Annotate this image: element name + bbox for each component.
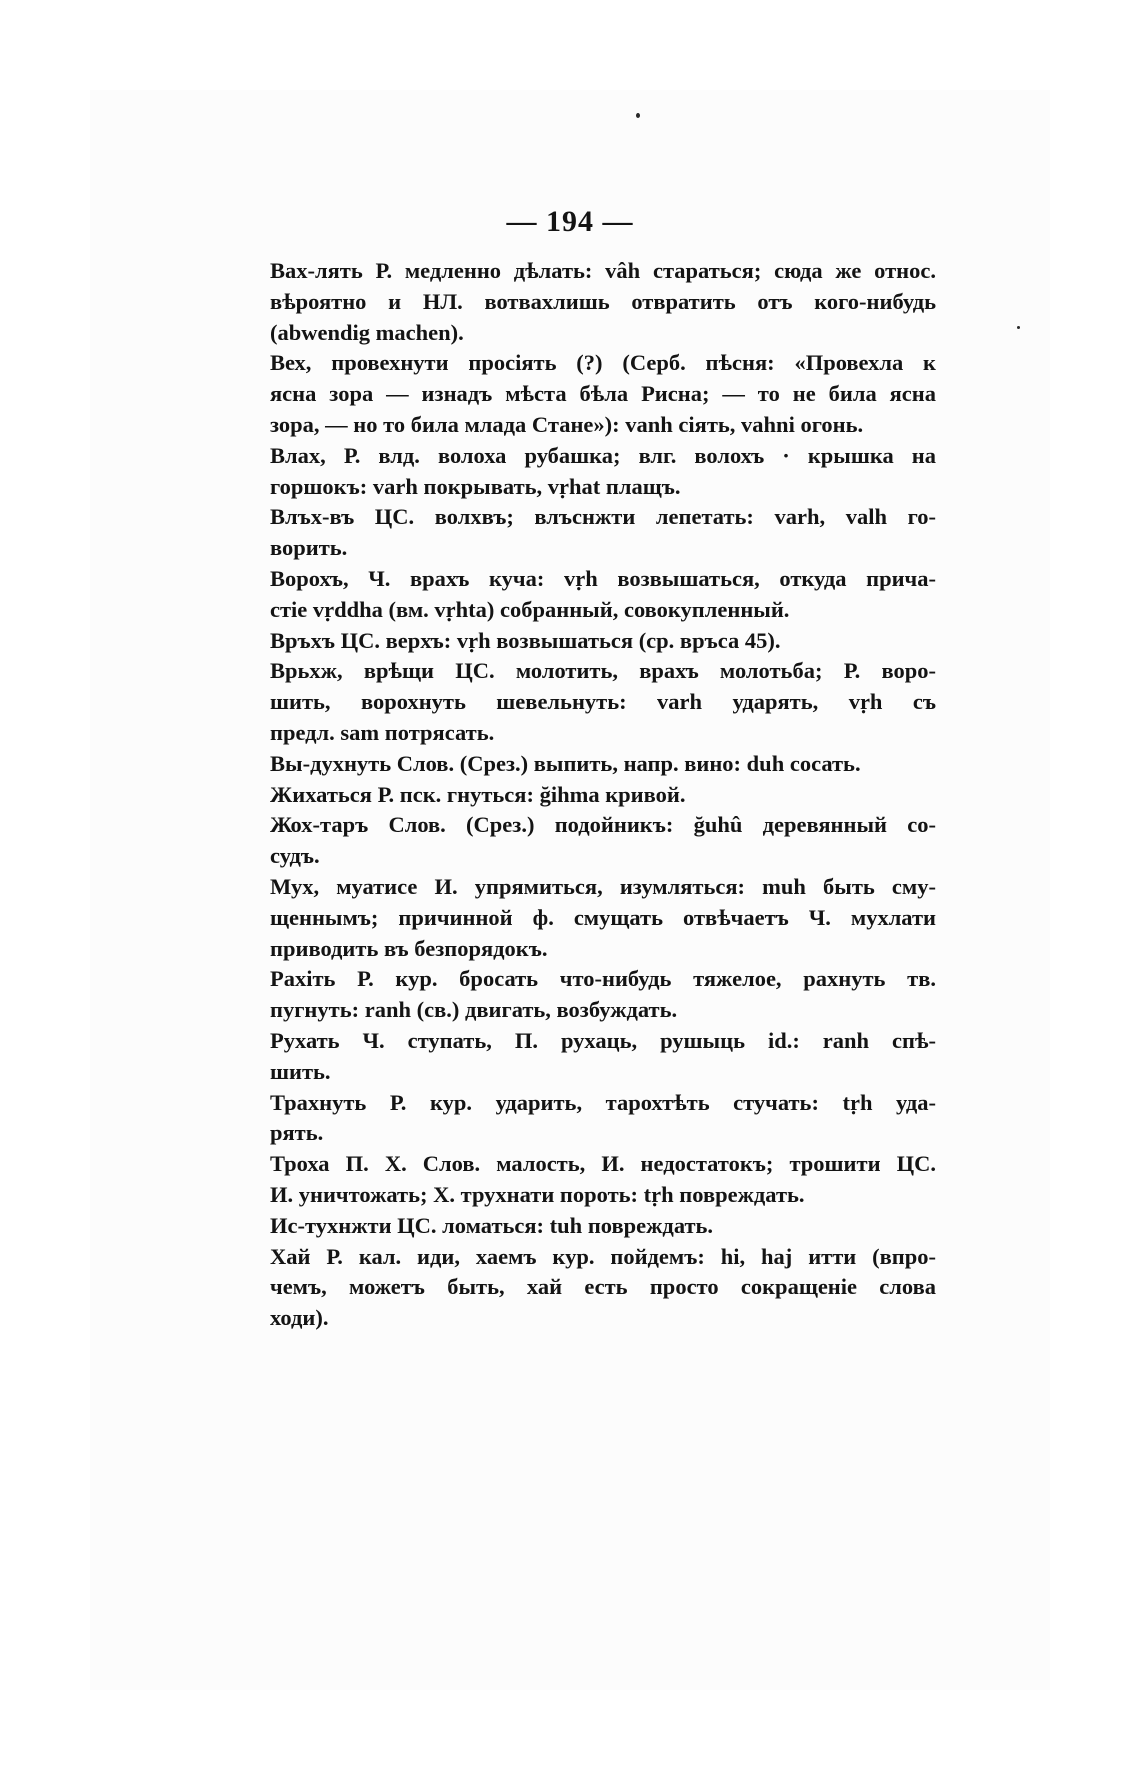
- text-line: вѣроятно и НЛ. вотвахлишь отвратить отъ кого-нибудь: [270, 288, 936, 314]
- text-line: рять.: [270, 1120, 324, 1146]
- entry: [270, 564, 936, 626]
- entry: [270, 780, 936, 811]
- entry: [270, 1242, 936, 1334]
- text-line: судъ.: [270, 843, 320, 869]
- entry: [270, 348, 936, 440]
- entry: [270, 749, 936, 780]
- text-line: ясна зора — изнадъ мѣста бѣла Рисна; — то не била ясна: [270, 381, 936, 407]
- text-line: щеннымъ; причинной ф. смущать отвѣчаетъ Ч. мухлати: [270, 904, 936, 930]
- entry: [270, 1211, 936, 1242]
- text-line: И. уничтожать; Х. трухнати пороть: tṛh повреждать.: [270, 1181, 805, 1207]
- entry: [270, 656, 936, 748]
- text-line: Влах, Р. влд. волоха рубашка; влг. волохъ · крышка на: [270, 442, 936, 468]
- entry: [270, 626, 936, 657]
- entry: [270, 441, 936, 503]
- text-line: Вах-лять Р. медленно дѣлать: vâh стараться; сюда же относ.: [270, 258, 936, 283]
- text-line: Рахіть Р. кур. бросать что-нибудь тяжелое, рахнуть тв.: [270, 966, 936, 992]
- text-line: приводить въ безпорядокъ.: [270, 935, 548, 961]
- text-line: Жох-таръ Слов. (Срез.) подойникъ: ğuhû деревянный со-: [270, 812, 936, 838]
- entry: [270, 256, 936, 348]
- text-line: предл. sam потрясать.: [270, 719, 495, 745]
- text-line: шить.: [270, 1058, 331, 1084]
- text-line: шить, ворохнуть шевельнуть: varh ударять, vṛh съ: [270, 689, 936, 715]
- text-line: Врьхж, врѣщи ЦС. молотить, врахъ молотьба; Р. воро-: [270, 658, 936, 684]
- text-line: Ворохъ, Ч. врахъ куча: vṛh возвышаться, откуда причa-: [270, 565, 936, 591]
- text-line: чемъ, можетъ быть, хай есть просто сокращеніе слова: [270, 1274, 936, 1300]
- entry: [270, 1088, 936, 1150]
- text-line: Влъх-въ ЦС. волхвъ; влъснжти лепетать: varh, valh го-: [270, 504, 936, 530]
- text-line: Хай Р. кал. иди, хаемъ кур. пойдемъ: hi, haj итти (впро-: [270, 1243, 936, 1269]
- entry: [270, 964, 936, 1026]
- text-line: Ис-тухнжти ЦС. ломаться: tuh повреждать.: [270, 1212, 714, 1238]
- text-line: Вех, провехнути просіять (?) (Серб. пѣсня: «Провехла к: [270, 350, 936, 376]
- entry: [270, 872, 936, 964]
- text-line: Троха П. Х. Слов. малость, И. недостатокъ; трошити ЦС.: [270, 1151, 936, 1177]
- text-line: Трахнуть Р. кур. ударить, тарохтѣть стучать: tṛh уда-: [270, 1089, 936, 1115]
- entry: [270, 1149, 936, 1211]
- dictionary-text: [270, 256, 936, 1334]
- ink-speck: [636, 113, 640, 118]
- text-line: Мух, муатисе И. упрямиться, изумляться: muh быть сму-: [270, 873, 936, 899]
- text-line: Вы-духнуть Слов. (Срез.) выпить, напр. вино: duh сосать.: [270, 750, 861, 776]
- text-line: ворить.: [270, 535, 348, 561]
- text-line: горшокъ: varh покрывать, vṛhat плащъ.: [270, 473, 681, 499]
- ink-speck: [1017, 326, 1020, 329]
- page-number: — 194 —: [506, 205, 634, 238]
- entry: [270, 810, 936, 872]
- text-line: (abwendig machen).: [270, 319, 464, 345]
- text-line: Рухать Ч. ступать, П. рухаць, рушыць id.: ranh спѣ-: [270, 1027, 936, 1053]
- entry: [270, 502, 936, 564]
- text-line: ходи).: [270, 1305, 329, 1331]
- text-line: пугнуть: ranh (св.) двигать, возбуждать.: [270, 997, 678, 1023]
- text-line: стіе vṛddha (вм. vṛhta) собранный, совокупленный.: [270, 596, 790, 622]
- text-line: Жихаться Р. пск. гнуться: ğihma кривой.: [270, 781, 686, 807]
- text-line: зора, — но то била млада Стане»): vanh сіять, vahni огонь.: [270, 411, 864, 437]
- entry: [270, 1026, 936, 1088]
- text-line: Вpъxъ ЦС. верхъ: vṛh возвышаться (ср. връса 45).: [270, 627, 781, 653]
